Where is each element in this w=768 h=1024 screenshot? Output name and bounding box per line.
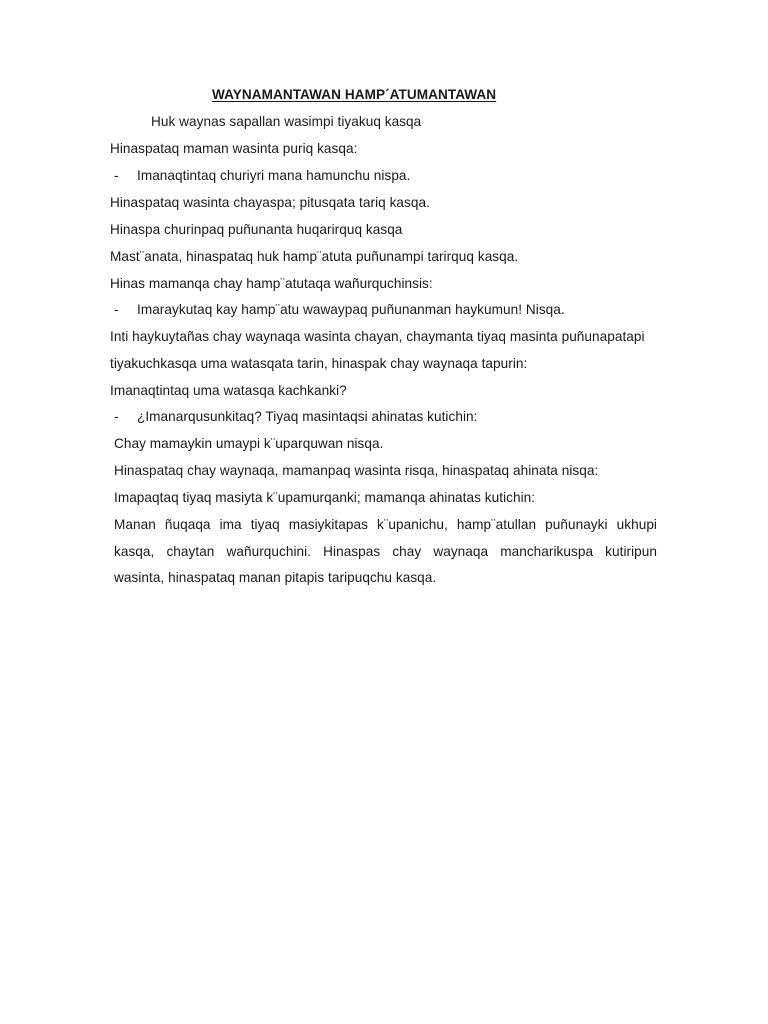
document-title: WAYNAMANTAWAN HAMP´ATUMANTAWAN — [212, 87, 497, 102]
text-line-10: tiyakuchkasqa uma watasqata tarin, hinaspak chay waynaqa tapurin: — [110, 356, 528, 371]
text-line-15: Imapaqtaq tiyaq masiyta k¨upamurqanki; mamanqa ahinatas kutichin: — [114, 490, 536, 505]
text-line-16: Manan ñuqaqa ima tiyaq masiykitapas k¨upanichu, hamp¨atullan puñunayki ukhupi — [114, 517, 657, 532]
dialogue-text: ¿Imanarqusunkitaq? Tiyaq masintaqsi ahinatas kutichin: — [137, 409, 478, 424]
dialogue-line-1 — [114, 167, 410, 185]
dialogue-line-3 — [114, 408, 477, 426]
text-line-1: Huk waynas sapallan wasimpi tiyakuq kasqa — [151, 114, 422, 129]
text-line-6: Mast¨anata, hinaspataq huk hamp¨atuta puñunampi tarirquq kasqa. — [110, 249, 519, 264]
text-line-14: Hinaspataq chay waynaqa, mamanpaq wasinta risqa, hinaspataq ahinata nisqa: — [114, 463, 599, 478]
dash-marker: - — [114, 302, 119, 317]
dialogue-text: Imanaqtintaq churiyri mana hamunchu nispa. — [137, 168, 411, 183]
text-line-18: wasinta, hinaspataq manan pitapis taripuqchu kasqa. — [114, 570, 437, 585]
text-line-7: Hinas mamanqa chay hamp¨atutaqa wañurquchinsis: — [110, 276, 433, 291]
text-line-13: Chay mamaykin umaypi k¨uparquwan nisqa. — [114, 436, 384, 451]
dialogue-line-2 — [114, 301, 565, 319]
dash-marker: - — [114, 409, 119, 424]
text-line-5: Hinaspa churinpaq puñunanta huqarirquq kasqa — [110, 222, 403, 237]
text-line-2: Hinaspataq maman wasinta puriq kasqa: — [110, 141, 358, 156]
text-line-17: kasqa, chaytan wañurquchini. Hinaspas chay waynaqa mancharikuspa kutiripun — [114, 544, 657, 559]
text-line-11: Imanaqtintaq uma watasqa kachkanki? — [110, 383, 347, 398]
text-line-9: Inti haykuytañas chay waynaqa wasinta chayan, chaymanta tiyaq masinta puñunapatapi — [110, 329, 645, 344]
dialogue-text: Imaraykutaq kay hamp¨atu wawaypaq puñunanman haykumun! Nisqa. — [137, 302, 565, 317]
text-line-4: Hinaspataq wasinta chayaspa; pitusqata tariq kasqa. — [110, 195, 430, 210]
dash-marker: - — [114, 168, 119, 183]
